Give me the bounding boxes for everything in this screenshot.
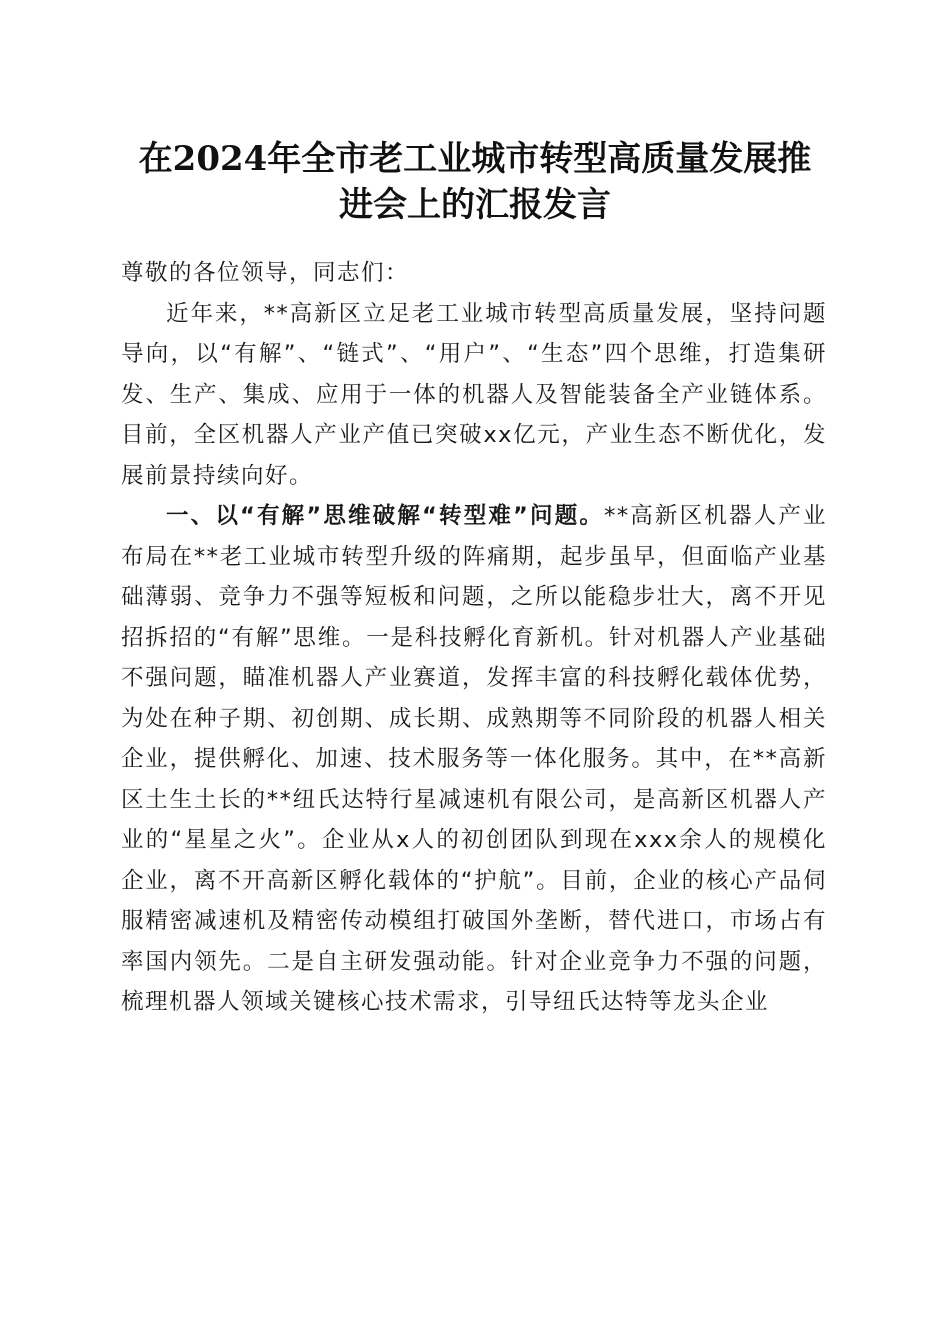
document-title <box>110 136 840 228</box>
document-body <box>121 253 827 1023</box>
title-line-2: 进会上的汇报发言 <box>339 185 611 225</box>
section-1-body: **高新区机器人产业布局在**老工业城市转型升级的阵痛期，起步虽早，但面临产业基础薄弱、竞争力不强等短板和问题，之所以能稳步壮大，离不开见招拆招的“有解”思维。一是科技孵化育新机。针对机器人产业基础不强问题，瞄准机器人产业赛道，发挥丰富的科技孵化载体优势，为处在种子期、初创期、成长期、成熟期等不同阶段的机器人相关企业，提供孵化、加速、技术服务等一体化服务。其中，在**高新区土生土长的**纽氏达特行星减速机有限公司，是高新区机器人产业的“星星之火”。企业从x人的初创团队到现在xxx余人的规模化企业，离不开高新区孵化载体的“护航”。目前，企业的核心产品伺服精密减速机及精密传动模组打破国外垄断，替代进口，市场占有率国内领先。二是自主研发强动能。针对企业竞争力不强的问题，梳理机器人领域关键核心技术需求，引导纽氏达特等龙头企业 <box>121 503 827 1015</box>
section-1-heading: 一、以“有解”思维破解“转型难”问题。 <box>166 503 605 529</box>
title-line-1: 在2024年全市老工业城市转型高质量发展推 <box>138 139 812 179</box>
greeting-line: 尊敬的各位领导，同志们： <box>121 260 410 286</box>
section-1-paragraph <box>121 496 827 1023</box>
intro-paragraph: 近年来，**高新区立足老工业城市转型高质量发展，坚持问题导向，以“有解”、“链式”、“用户”、“生态”四个思维，打造集研发、生产、集成、应用于一体的机器人及智能装备全产业链体系。目前，全区机器人产业产值已突破xx亿元，产业生态不断优化，发展前景持续向好。 <box>121 300 827 489</box>
